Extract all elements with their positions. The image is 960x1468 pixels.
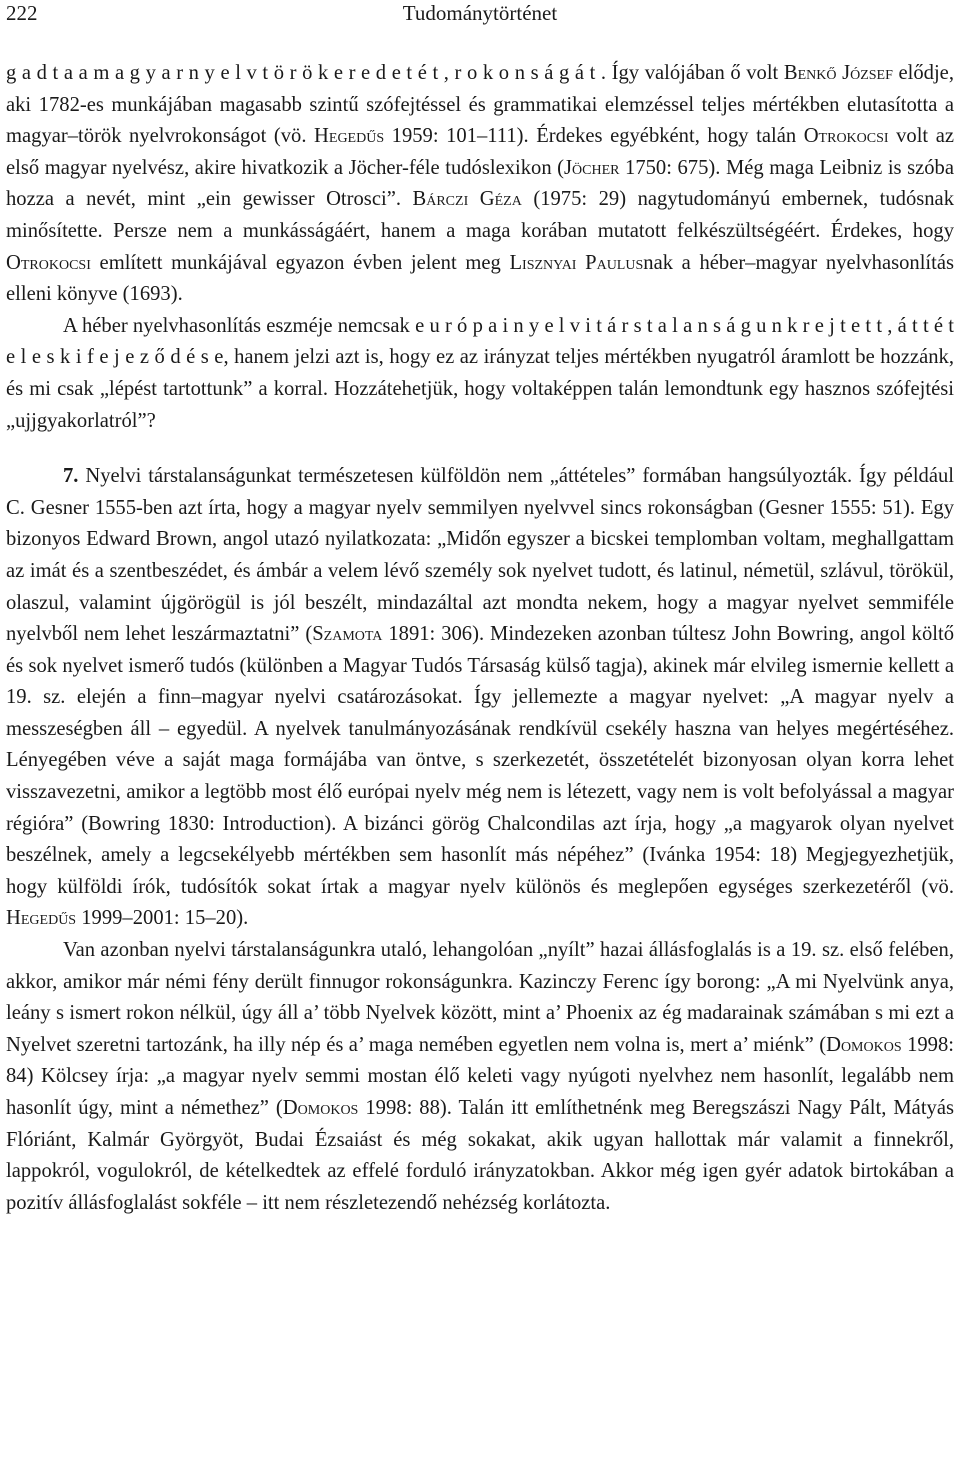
author-name: Hegedűs — [314, 125, 385, 148]
author-name: Domokos — [282, 1097, 359, 1119]
text-run: A héber nyelvhasonlítás eszméje nemcsak — [63, 314, 416, 337]
text-run: 1959: 101–111). Érdekes egyébként, hogy talán — [384, 125, 804, 148]
section-number: 7. — [63, 465, 79, 488]
paragraph-4 — [6, 935, 954, 1219]
text-run: volt az első magyar nyelvész, akire hivatkozik a Jöcher-féle tudóslexikon ( — [6, 125, 954, 179]
paragraph-2 — [6, 311, 954, 437]
paragraph-1 — [6, 58, 954, 311]
text-run: nak a héber–magyar nyelvhasonlítás elleni könyve (1693). — [6, 251, 955, 306]
text-run: 1891: 306). Mindezeken azonban túltesz John Bowring, angol költő és sok nyelvet ismerő tudós (különben a Magyar Tudós Társaság külső tagja), akinek már elvileg ismernie kellett a 19. sz. elején a finn–magyar nyelvi csatározásokat. Így jellemezte a magyar nyelvet: „A magyar nyelv a messzeségben áll – egyedül. A nyelvek tanulmányozásának rendkívül csekély haszna van helyes megértéséhez. Lényegében véve a saját maga formájába van öntve, s szerkezetét, összetételét bizonyosan olyan korra lehet visszavezetni, amikor a legtöbb most élő európai nyelv még nem is létezett, vagy nem is volt befolyással a magyar régióra” (Bowring 1830: Introduction). A bizánci görög Chalcondilas azt írja, hogy „a magyarok olyan nyelvet beszélnek, amely a legcsekélyebb mértékben sem hasonlít más népéhez” (Ivánka 1954: 18) Megjegyezhetjük, hogy külföldi írók, tudósítók sokat írtak a magyar nyelv különös és meglepően egységes szerkezetéről (vö. — [6, 623, 954, 898]
page-number: 222 — [6, 1, 38, 25]
text-run: Nyelvi társtalanságunkat természetesen külföldön nem „áttételes” formában hangsúlyozták. Így például C. Gesner 1555-ben azt írta, hogy a magyar nyelv semmilyen nyelvvel sincs rokonságban (Gesner 1555: 51). Egy bizonyos Edward Brown, angol utazó nyilatkozata: „Midőn egyszer a bicskei templomban voltam, meghallgattam az imát és a szentbeszédet, és ámbár a velem lévő személy sok nyelvet tudott, és latinul, németül, szlávul, törökül, olaszul, valamint újgörögül is jól beszélt, mindazáltal azt mondta nekem, hogy a magyar nyelvet semmiféle nyelvből nem lehet leszármaztatni” ( — [6, 465, 954, 646]
body-text — [6, 58, 954, 1219]
text-run: , hanem jelzi azt is, hogy ez az irányzat teljes mértékben nyugatról áramlott be hozzánk, és mi csak „lépést tartottunk” a korral. Hozzátehetjük, hogy voltaképpen talán lemondtunk egy hasznos szófejtési „ujjgyakorlatról”? — [6, 346, 954, 432]
author-name: Otrokocsi — [6, 251, 91, 274]
text-run: Van azonban nyelvi társtalanságunkra utaló, lehangolóan „nyílt” hazai állásfoglalás is a 19. sz. első felében, akkor, amikor már némi fény derült finnugor rokonságunkra. Kazinczy Ferenc így borong: „A mi Nyelvünk anya, leány s ismert rokon nélkül, úgy áll a’ több Nyelvek között, mint a’ Phoenix az ég madarainak számában s mi ezt a Nyelvet szeretni tartozánk, ha illy nép és a’ maga nemében egyetlen nem volna is, mert a’ miénk” ( — [6, 939, 954, 1056]
running-header — [6, 0, 954, 28]
author-name: Bárczi Géza — [412, 188, 522, 211]
text-run: (1975: 29) nagytudományú embernek, tudósnak minősítette. Persze nem a munkásságáért, hanem a maga korában mutatott felkészültségéért. Érdekes, hogy — [6, 188, 954, 242]
author-name: Jöcher — [564, 156, 620, 179]
spaced-emphasis: e u r ó p a i n y e l v i t á r s t a l a n s á g u n k r e j t e t t , á t t é t e l e s k i f e j e z ő d é s e — [6, 314, 954, 369]
text-run: elődje, aki 1782-es munkájában magasabb szintű szófejtéssel és grammatikai elemzéssel teljes mértékben elutasította a magyar–török nyelvrokonságot (vö. — [6, 62, 954, 148]
text-run: 1998: 88). Talán itt említhetnénk meg Beregszászi Nagy Pált, Mátyás Flóriánt, Kalmár Györgyöt, Budai Ézsaiást és még sokakat, akik ugyan hallottak már valamit a finnekről, lappokról, vogulokról, de kételkedtek az effelé forduló irányzatokban. Akkor még igen gyér adatok birtokában a pozitív állásfoglalást sokféle – itt nem részletezendő nehézség korlátozta. — [6, 1097, 954, 1214]
text-run: 1999–2001: 15–20). — [76, 907, 249, 930]
author-name: Domokos — [826, 1033, 902, 1056]
author-name: Otrokocsi — [803, 125, 889, 148]
text-run: Így valójában ő volt — [606, 62, 784, 84]
text-run: 1998: 84) Kölcsey írja: „a magyar nyelv semmi mostan élő keleti vagy nyúgoti nyelvhez nem hasonlít, legalább nem hasonlít úgy, mint a némethez” ( — [6, 1033, 954, 1119]
author-name: Benkő József — [783, 62, 893, 84]
spaced-emphasis: g a d t a a m a g y a r n y e l v t ö r ö k e r e d e t é t , r o k o n s á g á t . — [6, 62, 607, 84]
text-run: 1750: 675). Még maga Leibniz is szóba hozza a nevét, mint „ein gewisser Otrosci”. — [6, 156, 954, 211]
text-run: említett munkájával egyazon évben jelent meg — [90, 251, 510, 274]
author-name: Lisznyai Paulus — [509, 251, 644, 274]
author-name: Hegedűs — [6, 907, 77, 930]
paragraph-3 — [6, 461, 954, 935]
author-name: Szamota — [312, 623, 383, 646]
running-title: Tudománytörténet — [402, 1, 558, 25]
section-gap — [6, 437, 954, 461]
